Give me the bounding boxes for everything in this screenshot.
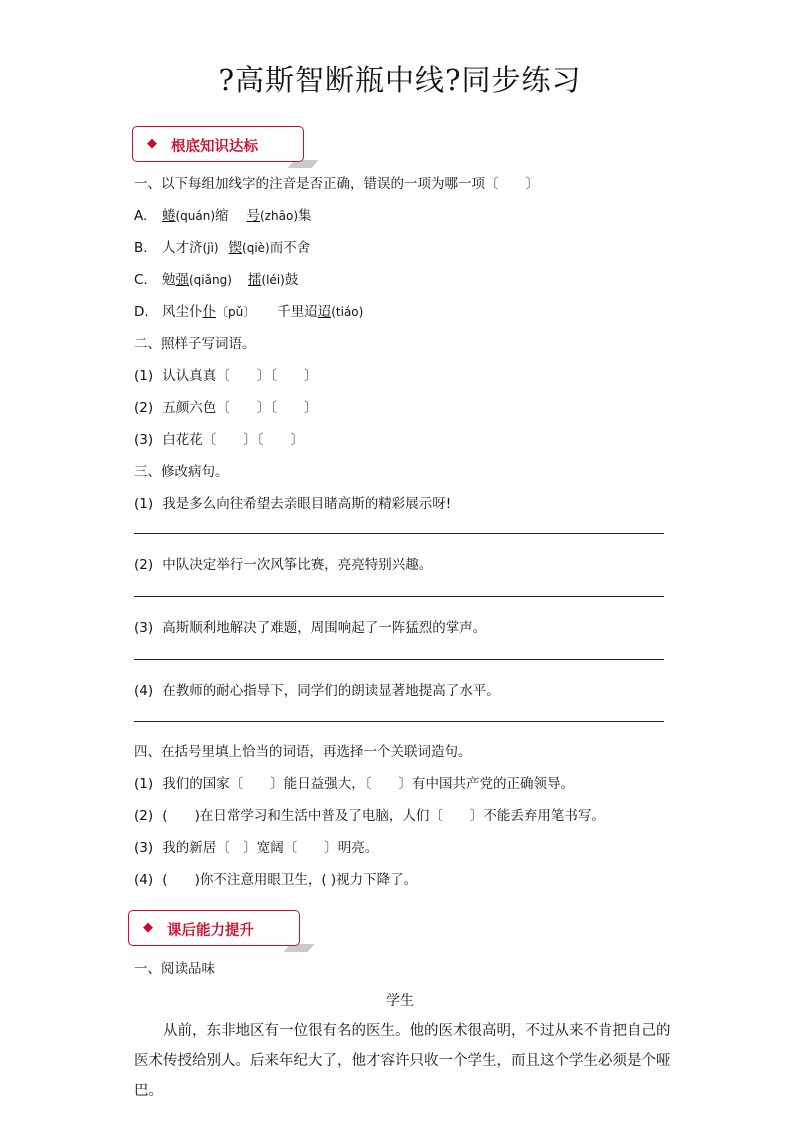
question-4-stem: 四、在括号里填上恰当的词语，再选择一个关联词造句。	[134, 744, 472, 760]
section-badge-advanced	[128, 910, 300, 946]
answer-line[interactable]	[134, 721, 664, 722]
question-3-stem: 三、修改病句。	[134, 464, 229, 480]
list-item: (1) 认认真真〔 〕〔 〕	[134, 368, 318, 384]
list-item: (3) 我的新居〔 〕宽阔〔 〕明亮。	[134, 840, 379, 856]
list-item: (1) 我是多么向往希望去亲眼目睹高斯的精彩展示呀!	[134, 496, 452, 512]
list-item: (2) ( )在日常学习和生活中普及了电脑，人们〔 〕不能丢弃用笔书写。	[134, 808, 605, 824]
page-title: ?高斯智断瓶中线?同步练习	[218, 63, 582, 97]
section-label: 课后能力提升	[167, 923, 254, 939]
section-badge-basic	[132, 126, 304, 162]
diamond-icon: ◆	[143, 920, 153, 935]
list-item: (2) 中队决定举行一次风筝比赛，亮亮特别兴趣。	[134, 557, 433, 573]
list-item: (4) 在教师的耐心指导下，同学们的朗读显著地提高了水平。	[134, 683, 500, 699]
answer-line[interactable]	[134, 596, 664, 597]
question-2-stem: 二、照样子写词语。	[134, 336, 256, 352]
question-1-stem: 一、以下每组加线字的注音是否正确，错误的一项为哪一项〔 〕	[134, 176, 539, 192]
list-item: (2) 五颜六色〔 〕〔 〕	[134, 400, 318, 416]
section-label: 根底知识达标	[171, 139, 258, 155]
answer-line[interactable]	[134, 659, 664, 660]
option-a: A. 蜷(quán)缩 号(zhāo)集	[134, 208, 312, 224]
option-d: D. 风尘仆仆〔pǔ〕 千里迢迢(tiáo)	[134, 304, 364, 320]
story-paragraph: 从前，东非地区有一位很有名的医生。他的医术很高明，不过从来不肯把自己的医术传授给别人。后来年纪大了，他才容许只收一个学生，而且这个学生必须是个哑巴。	[134, 1023, 671, 1099]
reading-stem: 一、阅读品味	[134, 961, 215, 977]
option-c: C. 勉强(qiǎng) 擂(léi)鼓	[134, 272, 299, 288]
answer-line[interactable]	[134, 533, 664, 534]
story-title: 学生	[386, 993, 414, 1009]
list-item: (4) ( )你不注意用眼卫生，( )视力下降了。	[134, 872, 418, 888]
list-item: (1) 我们的国家〔 〕能日益强大，〔 〕有中国共产党的正确领导。	[134, 776, 575, 792]
list-item: (3) 白花花〔 〕〔 〕	[134, 432, 305, 448]
diamond-icon: ◆	[147, 136, 157, 151]
option-b: B. 人才济(jì) 锲(qiè)而不舍	[134, 240, 311, 256]
list-item: (3) 高斯顺利地解决了难题，周围响起了一阵猛烈的掌声。	[134, 620, 487, 636]
